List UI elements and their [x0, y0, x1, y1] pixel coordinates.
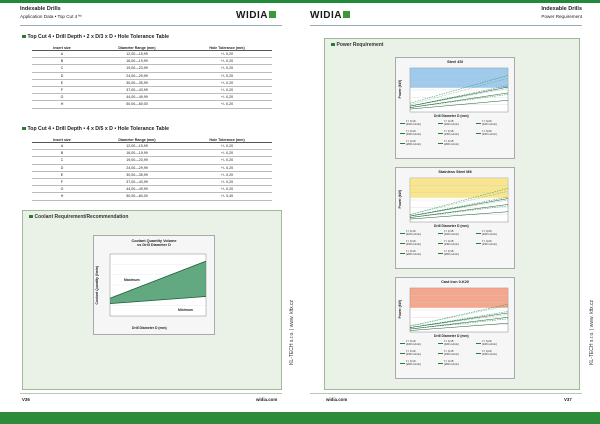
bullet-square-icon: [29, 215, 33, 219]
table-cell: 44,00—49,99: [92, 186, 182, 193]
legend-label: f = 0,10 (200 m/min): [406, 359, 421, 367]
legend-swatch-icon: [400, 123, 405, 124]
power-band: [410, 288, 508, 308]
table-row: [32, 171, 272, 178]
table-cell: 16,00—19,99: [92, 58, 182, 65]
coolant-panel-title: Coolant Requirement/Recommendation: [29, 214, 128, 220]
coolant-panel: [22, 210, 282, 390]
table-row: [32, 157, 272, 164]
legend-item: [438, 250, 459, 256]
legend-item: [476, 340, 497, 346]
table-row: [32, 193, 272, 200]
table-cell: 37,00—43,99: [92, 178, 182, 185]
top-accent-bar: [0, 0, 300, 3]
legend-item: [438, 140, 459, 146]
legend-label: f = 0,20 (150 m/min): [482, 129, 497, 137]
table-row: [32, 79, 272, 86]
legend-item: [438, 350, 459, 356]
table-cell: E: [32, 171, 92, 178]
legend-label: f = 0,10 (100 m/min): [406, 229, 421, 237]
legend-label: f = 0,20 (150 m/min): [482, 239, 497, 247]
legend-swatch-icon: [476, 123, 481, 124]
power-chart-1: [395, 57, 515, 159]
table-cell: 19,00—23,99: [92, 65, 182, 72]
bullet-square-icon: [331, 43, 335, 47]
bullet-square-icon: [22, 35, 26, 39]
table-cell: 12,00—15,99: [92, 51, 182, 58]
widia-logo: WIDIA: [236, 10, 276, 21]
power-y-label: Power (kW): [398, 300, 402, 319]
power-y-label: Power (kW): [398, 190, 402, 209]
table-cell: +/- 0,20: [182, 79, 272, 86]
page-number-right: V37: [564, 397, 572, 402]
footer-url-left: widia.com: [256, 397, 278, 402]
legend-item: [438, 230, 459, 236]
legend-swatch-icon: [400, 353, 405, 354]
legend-item: [476, 130, 497, 136]
table-cell: 50,00—60,00: [92, 101, 182, 108]
power-y-label: Power (kW): [398, 80, 402, 99]
legend-item: [400, 140, 421, 146]
table-cell: 50,00—60,00: [92, 193, 182, 200]
table-cell: B: [32, 150, 92, 157]
legend-item: [438, 120, 459, 126]
table-cell: +/- 0,20: [182, 51, 272, 58]
table-cell: +/- 0,20: [182, 157, 272, 164]
power-chart-title: Steel 4SI: [447, 60, 463, 64]
legend-swatch-icon: [400, 253, 405, 254]
table-cell: +/- 0,20: [182, 164, 272, 171]
coolant-label-maximum: Maximum: [124, 278, 140, 282]
legend-item: [400, 340, 421, 346]
power-band: [410, 68, 508, 88]
table-row: [32, 178, 272, 185]
left-header: [20, 6, 82, 20]
legend-swatch-icon: [400, 343, 405, 344]
legend-item: [400, 250, 421, 256]
widia-logo: WIDIA: [310, 10, 350, 21]
legend-item: [438, 240, 459, 246]
legend-label: f = 0,15 (200 m/min): [444, 359, 459, 367]
table-cell: H: [32, 101, 92, 108]
right-header-subtitle: Power Requirement: [541, 14, 582, 19]
table-row: [32, 143, 272, 150]
power-x-label: Drill Diameter D (mm): [434, 114, 469, 118]
right-header: [530, 6, 582, 20]
table-cell: F: [32, 178, 92, 185]
legend-swatch-icon: [438, 143, 443, 144]
table-cell: 24,00—29,99: [92, 72, 182, 79]
table-cell: +/- 0,20: [182, 58, 272, 65]
legend-label: f = 0,20 (100 m/min): [482, 339, 497, 347]
table-cell: D: [32, 72, 92, 79]
top-accent-bar: [300, 0, 600, 3]
table-cell: H: [32, 193, 92, 200]
coolant-chart-title: Coolant Quantity Volume vs Drill Diameter D: [131, 239, 177, 247]
legend-item: [438, 130, 459, 136]
footer-rule: [20, 393, 282, 394]
right-header-title: Indexable Drills: [541, 6, 582, 12]
side-text-left: KL-TECH s.r.o. | www. kltx.cz: [289, 300, 295, 365]
legend-swatch-icon: [400, 233, 405, 234]
legend-label: f = 0,10 (150 m/min): [406, 349, 421, 357]
table-cell: 19,00—23,99: [92, 157, 182, 164]
table-cell: +/- 0,20: [182, 178, 272, 185]
legend-swatch-icon: [438, 233, 443, 234]
footer-rule: [310, 393, 582, 394]
table-cell: B: [32, 58, 92, 65]
legend-item: [476, 230, 497, 236]
legend-label: f = 0,10 (150 m/min): [406, 239, 421, 247]
bullet-square-icon: [22, 127, 26, 131]
coolant-label-minimum: Minimum: [178, 308, 193, 312]
table-row: [32, 65, 272, 72]
legend-swatch-icon: [476, 343, 481, 344]
power-chart-3: [395, 277, 515, 379]
power-legend: [400, 340, 510, 376]
table-row: [32, 164, 272, 171]
power-legend: [400, 120, 510, 156]
legend-swatch-icon: [400, 143, 405, 144]
legend-swatch-icon: [400, 243, 405, 244]
table-cell: C: [32, 65, 92, 72]
power-chart-title: Cast Iron 0-K20: [441, 280, 469, 284]
table-row: [32, 72, 272, 79]
legend-item: [476, 350, 497, 356]
table-row: [32, 101, 272, 108]
legend-swatch-icon: [476, 243, 481, 244]
legend-swatch-icon: [438, 133, 443, 134]
legend-label: f = 0,15 (150 m/min): [444, 129, 459, 137]
table-cell: D: [32, 164, 92, 171]
table-cell: +/- 0,20: [182, 72, 272, 79]
col-header: Insert size: [32, 45, 92, 51]
table-cell: G: [32, 186, 92, 193]
table-row: [32, 86, 272, 93]
legend-item: [400, 360, 421, 366]
coolant-chart: [93, 235, 215, 335]
legend-item: [400, 240, 421, 246]
table-row: [32, 186, 272, 193]
table-cell: +/- 0,20: [182, 101, 272, 108]
table-cell: A: [32, 143, 92, 150]
legend-swatch-icon: [438, 343, 443, 344]
power-legend: [400, 230, 510, 266]
table-cell: +/- 0,20: [182, 65, 272, 72]
legend-swatch-icon: [400, 363, 405, 364]
table-cell: +/- 0,20: [182, 150, 272, 157]
power-x-label: Drill Diameter D (mm): [434, 224, 469, 228]
table-cell: +/- 0,40: [182, 193, 272, 200]
legend-swatch-icon: [438, 353, 443, 354]
table-row: [32, 58, 272, 65]
legend-label: f = 0,10 (100 m/min): [406, 339, 421, 347]
col-header: Diameter Range (mm): [92, 137, 182, 143]
left-header-subtitle: Application Data • Top Cut 4™: [20, 14, 82, 19]
col-header: Diameter Range (mm): [92, 45, 182, 51]
legend-swatch-icon: [400, 133, 405, 134]
legend-label: f = 0,10 (150 m/min): [406, 129, 421, 137]
table-cell: F: [32, 86, 92, 93]
power-panel-title: Power Requirement: [331, 42, 383, 48]
header-rule: [310, 25, 582, 26]
legend-item: [400, 350, 421, 356]
legend-item: [438, 340, 459, 346]
table-cell: G: [32, 94, 92, 101]
legend-swatch-icon: [476, 233, 481, 234]
section-title-tolerance-1: Top Cut 4 • Drill Depth • 2 x D/3 x D • Hole Tolerance Table: [22, 34, 169, 40]
legend-label: f = 0,10 (200 m/min): [406, 249, 421, 257]
hole-tolerance-table-1: [32, 45, 272, 109]
power-chart-title: Stainless Steel M8: [438, 170, 472, 174]
table-row: [32, 150, 272, 157]
power-chart-2: [395, 167, 515, 269]
legend-swatch-icon: [476, 353, 481, 354]
coolant-x-label: Drill Diameter D (mm): [132, 326, 167, 330]
legend-label: f = 0,20 (100 m/min): [482, 229, 497, 237]
left-header-title: Indexable Drills: [20, 6, 61, 12]
legend-label: f = 0,15 (100 m/min): [444, 339, 459, 347]
power-panel: [324, 38, 580, 390]
header-rule: [20, 25, 282, 26]
legend-item: [400, 230, 421, 236]
legend-item: [476, 120, 497, 126]
coolant-y-label: Coolant Quantity (l/min): [95, 266, 99, 305]
table-cell: C: [32, 157, 92, 164]
table-row: [32, 51, 272, 58]
col-header: Hole Tolerance (mm): [182, 45, 272, 51]
table-cell: 44,00—49,99: [92, 94, 182, 101]
table-cell: +/- 0,20: [182, 186, 272, 193]
legend-item: [438, 360, 459, 366]
logo-mark-icon: [269, 11, 276, 18]
table-cell: +/- 0,20: [182, 171, 272, 178]
legend-label: f = 0,15 (200 m/min): [444, 139, 459, 147]
footer-url-right: widia.com: [326, 397, 348, 402]
legend-swatch-icon: [438, 243, 443, 244]
col-header: Hole Tolerance (mm): [182, 137, 272, 143]
legend-label: f = 0,15 (100 m/min): [444, 119, 459, 127]
bottom-accent-bar: [0, 412, 600, 424]
legend-label: f = 0,20 (100 m/min): [482, 119, 497, 127]
section-title-tolerance-2: Top Cut 4 • Drill Depth • 4 x D/5 x D • Hole Tolerance Table: [22, 126, 169, 132]
col-header: Insert size: [32, 137, 92, 143]
legend-item: [400, 130, 421, 136]
table-cell: 24,00—29,99: [92, 164, 182, 171]
legend-label: f = 0,10 (200 m/min): [406, 139, 421, 147]
power-x-label: Drill Diameter D (mm): [434, 334, 469, 338]
legend-swatch-icon: [438, 123, 443, 124]
table-cell: +/- 0,20: [182, 86, 272, 93]
logo-mark-icon: [343, 11, 350, 18]
hole-tolerance-table-2: [32, 137, 272, 201]
legend-swatch-icon: [438, 363, 443, 364]
legend-swatch-icon: [476, 133, 481, 134]
table-cell: A: [32, 51, 92, 58]
table-cell: 16,00—19,99: [92, 150, 182, 157]
coolant-chart-svg: [94, 236, 214, 334]
legend-label: f = 0,20 (150 m/min): [482, 349, 497, 357]
page-number-left: V36: [22, 397, 30, 402]
table-cell: +/- 0,20: [182, 94, 272, 101]
legend-label: f = 0,15 (200 m/min): [444, 249, 459, 257]
right-page: [300, 0, 600, 424]
legend-label: f = 0,15 (150 m/min): [444, 239, 459, 247]
legend-label: f = 0,15 (150 m/min): [444, 349, 459, 357]
table-cell: 12,00—15,99: [92, 143, 182, 150]
legend-label: f = 0,15 (100 m/min): [444, 229, 459, 237]
table-row: [32, 94, 272, 101]
table-cell: +/- 0,20: [182, 143, 272, 150]
table-cell: 30,00—35,99: [92, 171, 182, 178]
legend-swatch-icon: [438, 253, 443, 254]
legend-item: [476, 240, 497, 246]
side-text-right: KL-TECH s.r.o. | www. kltx.cz: [589, 300, 595, 365]
legend-label: f = 0,10 (100 m/min): [406, 119, 421, 127]
table-cell: 30,00—35,99: [92, 79, 182, 86]
table-cell: E: [32, 79, 92, 86]
table-cell: 37,00—43,99: [92, 86, 182, 93]
legend-item: [400, 120, 421, 126]
